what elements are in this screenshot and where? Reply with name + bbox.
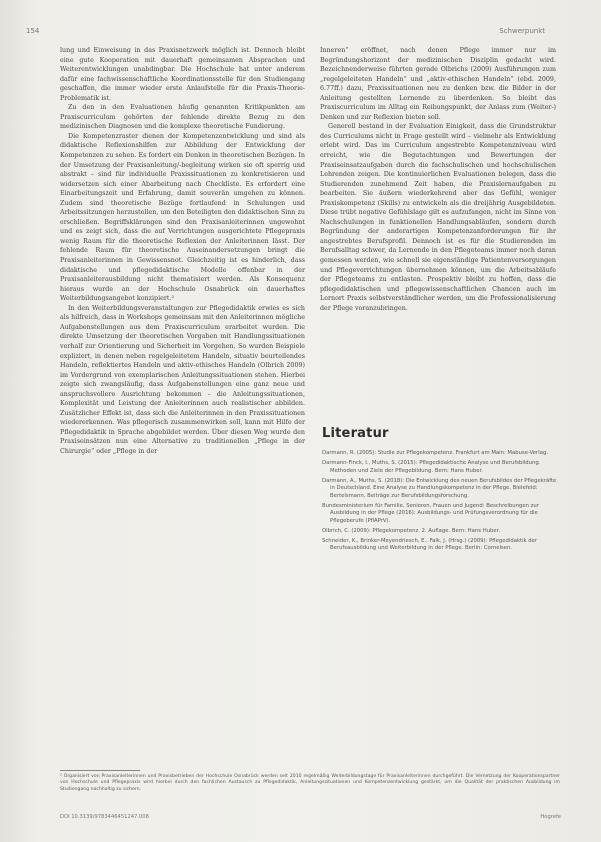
right-column	[320, 46, 556, 313]
page-number: 154	[26, 27, 40, 35]
footnote-divider	[60, 770, 140, 771]
reference-item: Olbrich, C. (2009): Pflegekompetenz. 2. Auflage. Bern: Hans Huber.	[322, 527, 501, 534]
reference-item: Darmann, R. (2005): Studie zur Pflegekompetenz. Frankfurt am Main: Mabuse-Verlag.	[322, 450, 548, 456]
running-header	[26, 27, 575, 41]
reference-item: Schneider, K., Brinker-Meyendriesch, E., Falk, J. (Hrsg.) (2009): Pflegedidaktik der Berufsausbildung und Weiterbildung in der Pflege. Berlin: Cornelsen.	[322, 537, 538, 552]
body-paragraph: In den Weiterbildungsveranstaltungen zur Pflegedidaktik erwies es sich als hilfreich, dass in Workshops gemeinsam mit den Anleiterinnen mögliche Aufgabenstellungen aus dem Praxiscurriculum erarbeitet wurden. Die direkte Umsetzung der theoretischen Vorgaben mit Handlungssituationen verhalf zur Orientierung und Sicherheit im Vorgehen. So wurden Beispiele expliziert, in denen neben regelgeleitetem Handeln, situativ beurteilendes Handeln, reflektiertes Handeln und aktiv-ethisches Handeln (Olbrich 2009) im Vordergrund von exemplarischen Anleitungssituationen stehen. Hierbei zeigte sich zwangsläufig, dass Aufgabenstellungen eine ganz neue und anspruchsvollere Ausrichtung bekommen – die Anleitungssituationen, Komplexität und Leistung der Anleiterinnen auch realistischer abbilden. Zusätzlicher Effekt ist, dass sich die Anleiterinnen in den Praxissituationen wiedererkennen. Was pflegerisch zusammenwirken soll, kann mit Hilfe der Pflegedidaktik in Sprache abgebildet werden. Über diesen Weg wurde den Praxiseinsätzen nun eine Alternative zu traditionellen „Pflege in der Chirurgie“ oder „Pflege in der	[60, 304, 305, 455]
body-paragraph: Inneren“ eröffnet, nach denen Pflege immer nur im Begründungshorizont der medizinischen Disziplin gedacht wird. Bezeichnenderweise führten gerade Olbrichs (2009) Ausführungen zum „regelgeleiteten Handeln“ und „aktiv-ethischen Handeln“ (ebd. 2009, 6.77ff.) dazu, Praxissituationen neu zu denken bzw. die Bilder in der Anleitung gestellten Lernende zu überdenken. So bleibt das Praxiscurriculum im Alltag ein Reibungspunkt, der Anlass zum (Weiter-) Denken und zur Reflexion bieten soll.	[320, 47, 556, 121]
footer-publisher: Hogrefe	[540, 814, 561, 820]
literature-heading: Literatur	[322, 426, 389, 441]
journal-section: Schwerpunkt	[499, 27, 545, 35]
body-paragraph: lung und Einweisung in das Praxisnetzwerk möglich ist. Dennoch bleibt eine gute Kooperation mit dauerhaft gemeinsamen Absprachen und Weiterentwicklungen unabdingbar. Die Hochschule hat unter anderem dafür eine fachwissenschaftliche Koordinationsstelle für den Studiengang geschaffen, die immer wieder erste Anlaufstelle für die Praxis-Theorie-Problematik ist.	[60, 47, 305, 102]
body-paragraph: Die Kompetenzraster dienen der Kompetenzentwicklung und sind als didaktische Reflexionshilfen zur Abbildung der Entwicklung der Kompetenzen zu sehen. Es fordert ein Denken in theoretischen Bezügen. In der Umsetzung der Praxisanleitung/-begleitung wirken sie oft sperrig und abstrakt – sind für individuelle Praxissituationen zu konkretisieren und widersetzen sich einer Abarbeitung nach Checkliste. Es erfordert eine Einarbeitungszeit und Erfahrung, damit souverän umgehen zu können. Zudem sind theoretische Bezüge fortlaufend in Schulungen und Arbeitssitzungen herzustellen, um den Beteiligten den didaktischen Sinn zu erschließen. Begriffsklärungen sind den Praxisanleiterinnen ungewohnt und es zeigt sich, dass die auf Verrichtungen ausgerichtete Pflegepraxis wenig Raum für die theoretische Reflexion der Anleiterinnen lässt. Der fehlende Raum für theoretische Auseinandersetzungen bringt die Praxisanleiterinnen in Gewissensnot. Gleichzeitig ist es hinderlich, dass didaktische und pflegedidaktische Modelle offenbar in der Praxisanleiterausbildung nicht thematisiert werden. Als Konsequenz hieraus wurde an der Hochschule Osnabrück ein dauerhaftes Weiterbildungsangebot konzipiert.²	[60, 132, 305, 303]
literature-list	[322, 450, 560, 555]
reference-item: Darmann, A., Muths, S. (2018): Die Entwicklung des neuen Berufsbildes der Pflegekräfte in Deutschland. Eine Analyse zu Handlungskompetenz in der Pflege. Bielefeld: Bertelsmann, Beiträge zur Berufsbildungsforschung.	[322, 477, 557, 499]
reference-item: Bundesministerium für Familie, Senioren, Frauen und Jugend: Beschreibungen zur Ausbildung in der Pflege (2016): Ausbildungs- und Prüfungsverordnung für die Pflegeberufe (PflAPrV).	[322, 502, 539, 524]
footnote: ² Organisiert von Praxisanleiterinnen und Praxisbetrieben der Hochschule Osnabrück werden seit 2010 regelmäßig Weiterbildungstage für Praxisanleiterinnen durchgeführt. Die Vernetzung der Kooperationspartner von Hochschule und Pflegepraxis wird hierbei durch den fachlichen Austausch zu Pflegedidaktik, Anleitungssituationen und Kompetenzentwicklung gestärkt, um die Qualität der praktischen Ausbildung im Studiengang nachhaltig zu sichern.	[60, 774, 560, 792]
page-footer	[60, 814, 561, 824]
footer-doi: DOI 10.3139/9783446451247.008	[60, 814, 149, 820]
body-paragraph: Zu den in den Evaluationen häufig genannten Kritikpunkten am Praxiscurriculum gehörten der fehlende direkte Bezug zu den medizinischen Diagnosen und die komplexe theoretische Fundierung.	[60, 104, 305, 131]
reference-item: Darmann-Finck, I., Muths, S. (2015): Pflegedidaktische Analyse und Berufsbildung. Methoden und Ziele der Pflegebildung. Bern: Hans Huber.	[322, 459, 541, 474]
body-paragraph: Generell bestand in der Evaluation Einigkeit, dass die Grundstruktur des Curriculums nicht in Frage gestellt wird – vielmehr als Entwicklung erlebt wird. Das im Curriculum angestrebte Kompetenzniveau wird erreicht, wie die Begutachtungen und Bewertungen der Praxiseinsatzaufgaben durch die fachschulischen und hochschulischen Lehrenden zeigen. Die kontinuierlichen Evaluationen belegen, dass die Studierenden zunehmend Zeit haben, die Praxislernaufgaben zu bearbeiten. Sie äußern wiederkehrend aber das Gefühl, weniger Praxiskompetenz (Skills) zu entwickeln als die dreijährig Ausgebildeten. Diese trübt negative Gefühlslage gilt es aufzufangen, nicht im Sinne von Nachschulungen in funktionellen Handlungsabläufen, sondern durch Begründung der anderartigen Kompetenzanforderungen für ihr angestrebtes Berufsprofil. Dennoch ist es für die Studierenden im Berufsalltag schwer, da Lernende in den Pflegeteams immer noch daran gemessen werden, wie schnell sie eigenständige Patientenversorgungen und Pflegeverrichtungen übernehmen können, um die Arbeitsabläufe der Pflegeteams zu entlasten. Prospektiv bleibt zu hoffen, dass die pflegedidaktischen und pflegewissenschaftlichen Chancen auch im Lernort Praxis selbstverständlicher werden, um die Professionalisierung der Pflege voranzubringen.	[320, 123, 556, 312]
left-column	[60, 46, 305, 457]
